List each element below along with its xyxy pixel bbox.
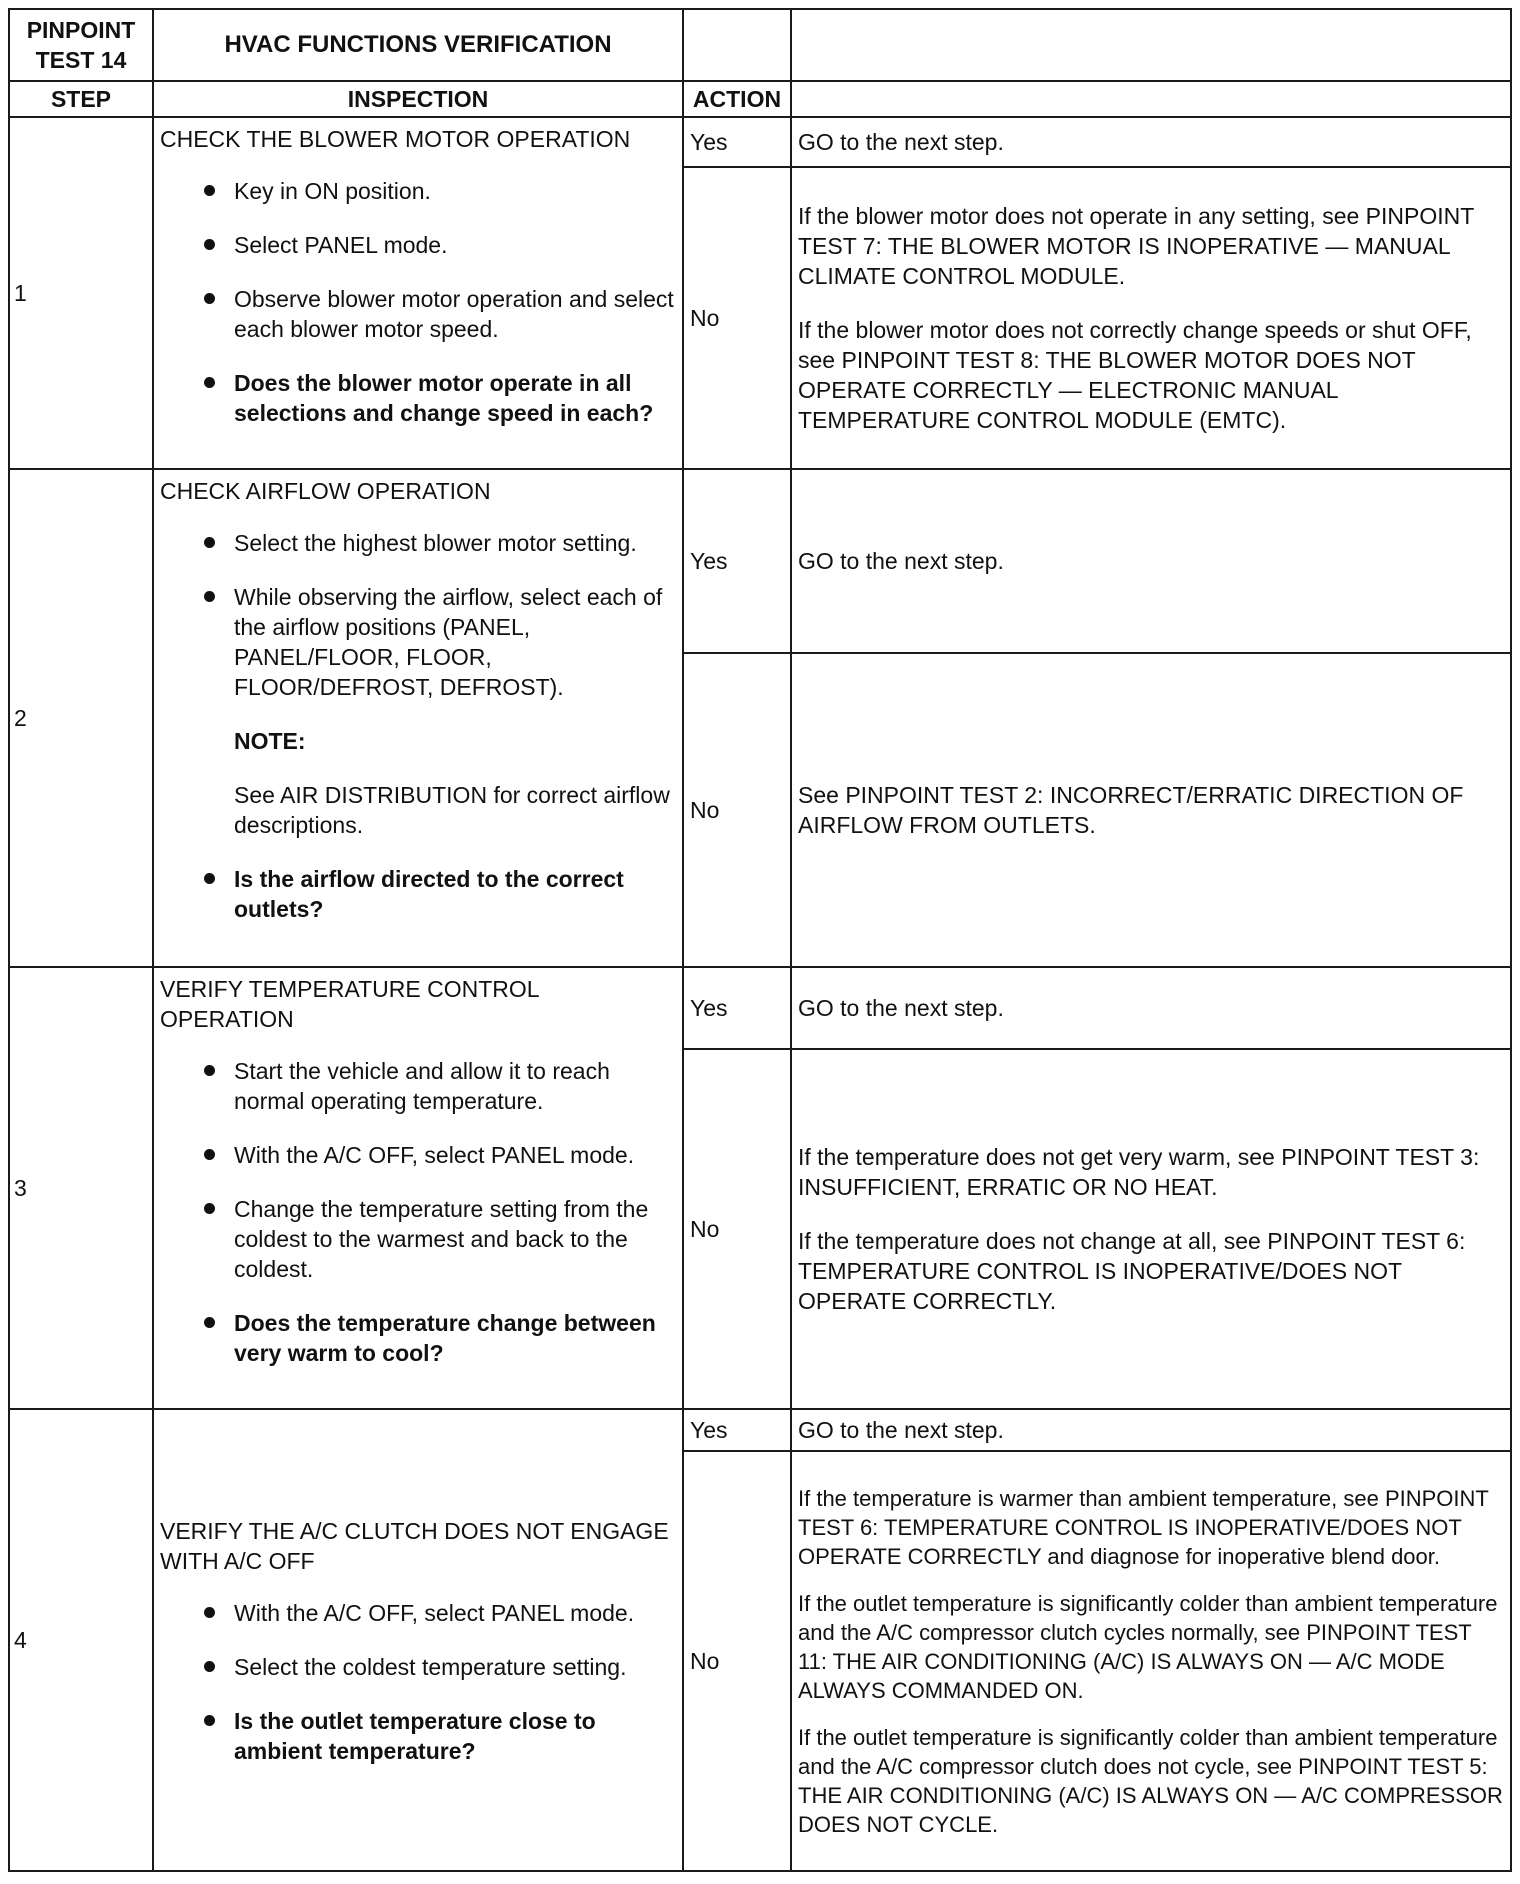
inspection-cell xyxy=(153,117,683,469)
note-label: NOTE: xyxy=(234,728,306,754)
test-id: PINPOINT TEST 14 xyxy=(26,17,136,73)
action-text: GO to the next step. xyxy=(798,129,1004,155)
title-row xyxy=(9,9,1511,81)
action-text: If the blower motor does not operate in any setting, see PINPOINT TEST 7: THE BLOWER MOTOR IS INOPERATIVE — MANUAL CLIMATE CONTROL MODULE. xyxy=(798,203,1474,289)
inspection-cell xyxy=(153,1409,683,1871)
inspection-cell xyxy=(153,967,683,1409)
col-header-step: STEP xyxy=(9,81,153,117)
action-text: If the blower motor does not correctly change speeds or shut OFF, see PINPOINT TEST 8: THE BLOWER MOTOR DOES NOT OPERATE CORRECTLY — ELECTRONIC MANUAL TEMPERATURE CONTROL MODULE (EMTC). xyxy=(798,317,1472,433)
action-text: See PINPOINT TEST 2: INCORRECT/ERRATIC DIRECTION OF AIRFLOW FROM OUTLETS. xyxy=(798,782,1464,838)
action-text: If the outlet temperature is significantly colder than ambient temperature and the A/C compressor clutch does not cycle, see PINPOINT TEST 5: THE AIR CONDITIONING (A/C) IS ALWAYS ON — A/C COMPRESSOR DOES NOT CYCLE. xyxy=(798,1724,1503,1837)
answer-yes: Yes xyxy=(683,117,791,167)
inspection-heading: CHECK AIRFLOW OPERATION xyxy=(160,478,491,504)
test-title-cell xyxy=(153,9,683,81)
action-text: If the temperature does not change at all, see PINPOINT TEST 6: TEMPERATURE CONTROL IS INOPERATIVE/DOES NOT OPERATE CORRECTLY. xyxy=(798,1228,1466,1314)
action-no xyxy=(791,167,1511,469)
inspection-heading: CHECK THE BLOWER MOTOR OPERATION xyxy=(160,126,631,152)
step-row-3-yes xyxy=(9,967,1511,1049)
inspection-question: Is the airflow directed to the correct outlets? xyxy=(234,864,676,924)
step-row-2-yes xyxy=(9,469,1511,653)
inspection-bullets xyxy=(160,1598,676,1766)
answer-no: No xyxy=(683,167,791,469)
inspection-bullets xyxy=(160,176,676,428)
col-header-inspection: INSPECTION xyxy=(153,81,683,117)
inspection-bullets xyxy=(160,528,676,702)
step-row-4-yes xyxy=(9,1409,1511,1451)
pinpoint-test-table xyxy=(8,8,1512,1872)
test-title: HVAC FUNCTIONS VERIFICATION xyxy=(224,31,612,58)
inspection-bullet: With the A/C OFF, select PANEL mode. xyxy=(234,1140,676,1170)
action-yes xyxy=(791,117,1511,167)
answer-yes: Yes xyxy=(683,967,791,1049)
col-header-empty xyxy=(791,81,1511,117)
inspection-cell xyxy=(153,469,683,967)
inspection-heading: VERIFY THE A/C CLUTCH DOES NOT ENGAGE WITH A/C OFF xyxy=(160,1518,669,1574)
col-header-action: ACTION xyxy=(683,81,791,117)
test-id-cell xyxy=(9,9,153,81)
step-number: 1 xyxy=(9,117,153,469)
action-yes xyxy=(791,967,1511,1049)
pinpoint-test-sheet xyxy=(8,8,1510,1876)
step-number: 2 xyxy=(9,469,153,967)
step-row-1-yes xyxy=(9,117,1511,167)
title-empty-cell xyxy=(683,9,791,81)
action-yes xyxy=(791,1409,1511,1451)
step-number: 4 xyxy=(9,1409,153,1871)
inspection-bullet: Select the highest blower motor setting. xyxy=(234,528,676,558)
action-text: If the temperature does not get very warm, see PINPOINT TEST 3: INSUFFICIENT, ERRATIC OR NO HEAT. xyxy=(798,1144,1480,1200)
answer-no: No xyxy=(683,1451,791,1871)
action-text: If the outlet temperature is significantly colder than ambient temperature and the A/C compressor clutch cycles normally, see PINPOINT TEST 11: THE AIR CONDITIONING (A/C) IS ALWAYS ON — A/C MODE ALWAYS COMMANDED ON. xyxy=(798,1590,1498,1703)
note-text: See AIR DISTRIBUTION for correct airflow descriptions. xyxy=(234,782,670,838)
inspection-question: Does the temperature change between very warm to cool? xyxy=(234,1308,676,1368)
answer-no: No xyxy=(683,1049,791,1409)
action-text: GO to the next step. xyxy=(798,995,1004,1021)
action-text: GO to the next step. xyxy=(798,1417,1004,1443)
column-header-row xyxy=(9,81,1511,117)
step-number: 3 xyxy=(9,967,153,1409)
inspection-bullet: Key in ON position. xyxy=(234,176,676,206)
inspection-bullet: With the A/C OFF, select PANEL mode. xyxy=(234,1598,676,1628)
action-no xyxy=(791,1049,1511,1409)
answer-yes: Yes xyxy=(683,1409,791,1451)
inspection-question: Does the blower motor operate in all selections and change speed in each? xyxy=(234,368,676,428)
action-text: GO to the next step. xyxy=(798,548,1004,574)
inspection-bullet: Select the coldest temperature setting. xyxy=(234,1652,676,1682)
inspection-bullets xyxy=(160,1056,676,1368)
inspection-bullets xyxy=(160,864,676,924)
inspection-heading: VERIFY TEMPERATURE CONTROL OPERATION xyxy=(160,976,539,1032)
answer-yes: Yes xyxy=(683,469,791,653)
inspection-bullet: Start the vehicle and allow it to reach normal operating temperature. xyxy=(234,1056,676,1116)
inspection-bullet: Change the temperature setting from the coldest to the warmest and back to the coldest. xyxy=(234,1194,676,1284)
action-yes xyxy=(791,469,1511,653)
inspection-bullet: Observe blower motor operation and select each blower motor speed. xyxy=(234,284,676,344)
action-no xyxy=(791,1451,1511,1871)
action-no xyxy=(791,653,1511,967)
answer-no: No xyxy=(683,653,791,967)
inspection-bullet: While observing the airflow, select each of the airflow positions (PANEL, PANEL/FLOOR, FLOOR, FLOOR/DEFROST, DEFROST). xyxy=(234,582,676,702)
action-text: If the temperature is warmer than ambient temperature, see PINPOINT TEST 6: TEMPERATURE CONTROL IS INOPERATIVE/DOES NOT OPERATE CORRECTLY and diagnose for inoperative blend door. xyxy=(798,1485,1489,1569)
inspection-question: Is the outlet temperature close to ambient temperature? xyxy=(234,1706,676,1766)
inspection-bullet: Select PANEL mode. xyxy=(234,230,676,260)
title-empty-cell xyxy=(791,9,1511,81)
